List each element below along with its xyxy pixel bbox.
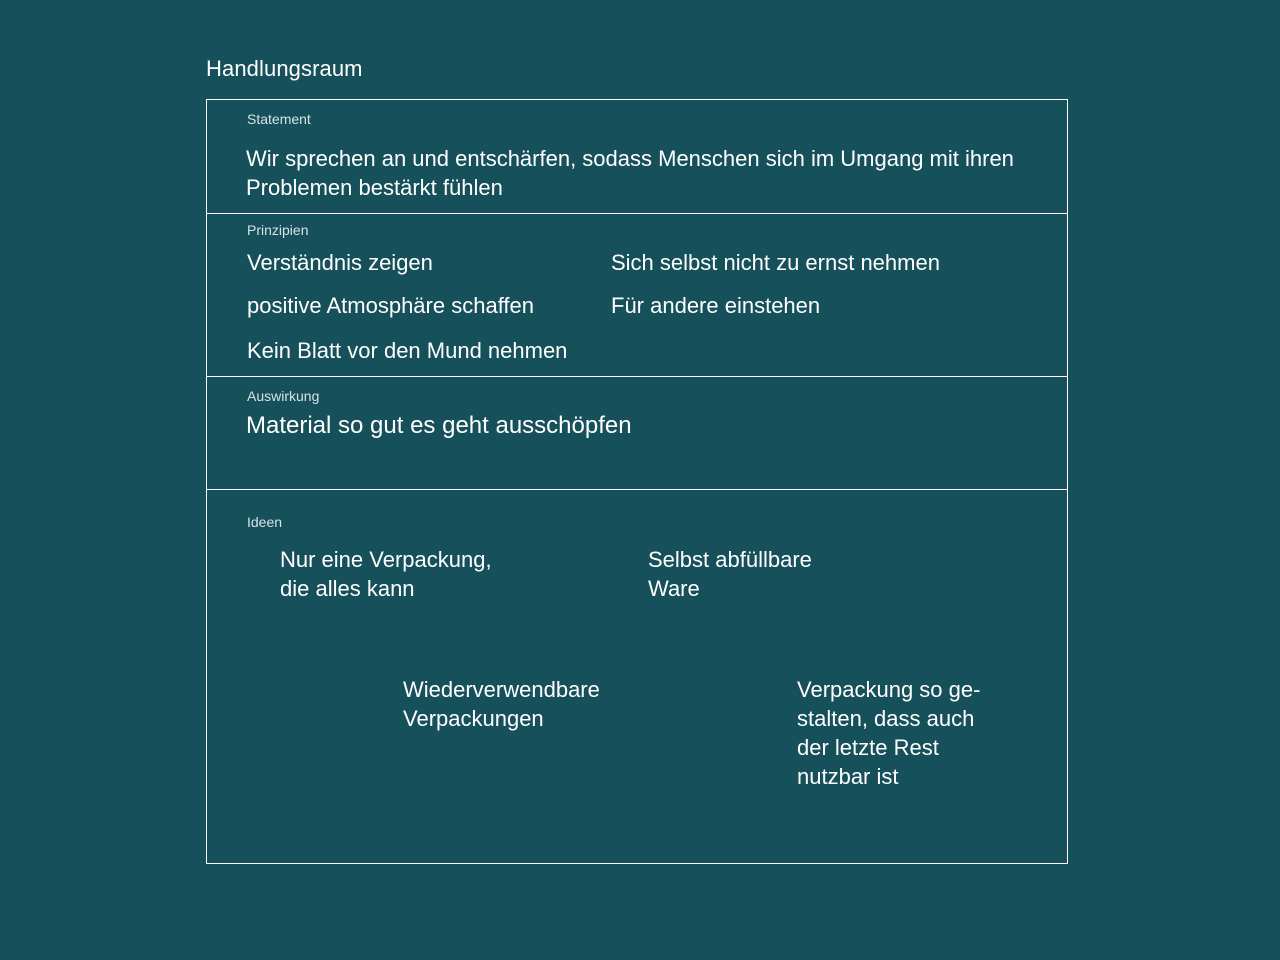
idea-line: Nur eine Verpackung, bbox=[280, 547, 492, 572]
principle-item: Verständnis zeigen bbox=[247, 250, 433, 275]
statement-label: Statement bbox=[247, 111, 311, 127]
principle-item: Sich selbst nicht zu ernst nehmen bbox=[611, 250, 940, 275]
idea-line: Selbst abfüllbare bbox=[648, 547, 812, 572]
idea-item bbox=[797, 675, 980, 791]
statement-text bbox=[246, 144, 1036, 202]
idea-line: Verpackung so ge- bbox=[797, 677, 981, 702]
statement-line: Wir sprechen an und entschärfen, sodass Menschen sich im Umgang mit ihren bbox=[246, 146, 1014, 171]
principles-section bbox=[207, 214, 1067, 377]
idea-line: stalten, dass auch bbox=[797, 706, 975, 731]
idea-line: nutzbar ist bbox=[797, 764, 899, 789]
statement-line: Problemen bestärkt fühlen bbox=[246, 175, 503, 200]
ideas-label: Ideen bbox=[247, 514, 283, 530]
ideas-section bbox=[207, 490, 1067, 863]
statement-section bbox=[207, 100, 1067, 214]
idea-line: Wiederverwendbare bbox=[403, 677, 600, 702]
idea-item bbox=[403, 675, 600, 733]
impact-text: Material so gut es geht ausschöpfen bbox=[246, 412, 632, 439]
idea-line: die alles kann bbox=[280, 576, 415, 601]
principle-item: Kein Blatt vor den Mund nehmen bbox=[247, 338, 568, 363]
page-title: Handlungsraum bbox=[206, 56, 363, 81]
principle-item: positive Atmosphäre schaffen bbox=[247, 293, 534, 318]
idea-line: Ware bbox=[648, 576, 700, 601]
idea-item bbox=[648, 545, 812, 603]
impact-section bbox=[207, 377, 1067, 490]
principles-label: Prinzipien bbox=[247, 222, 309, 238]
idea-line: Verpackungen bbox=[403, 706, 544, 731]
action-space-frame bbox=[206, 99, 1068, 864]
idea-line: der letzte Rest bbox=[797, 735, 939, 760]
principle-item: Für andere einstehen bbox=[611, 293, 821, 318]
impact-label: Auswirkung bbox=[247, 388, 320, 404]
idea-item bbox=[280, 545, 492, 603]
